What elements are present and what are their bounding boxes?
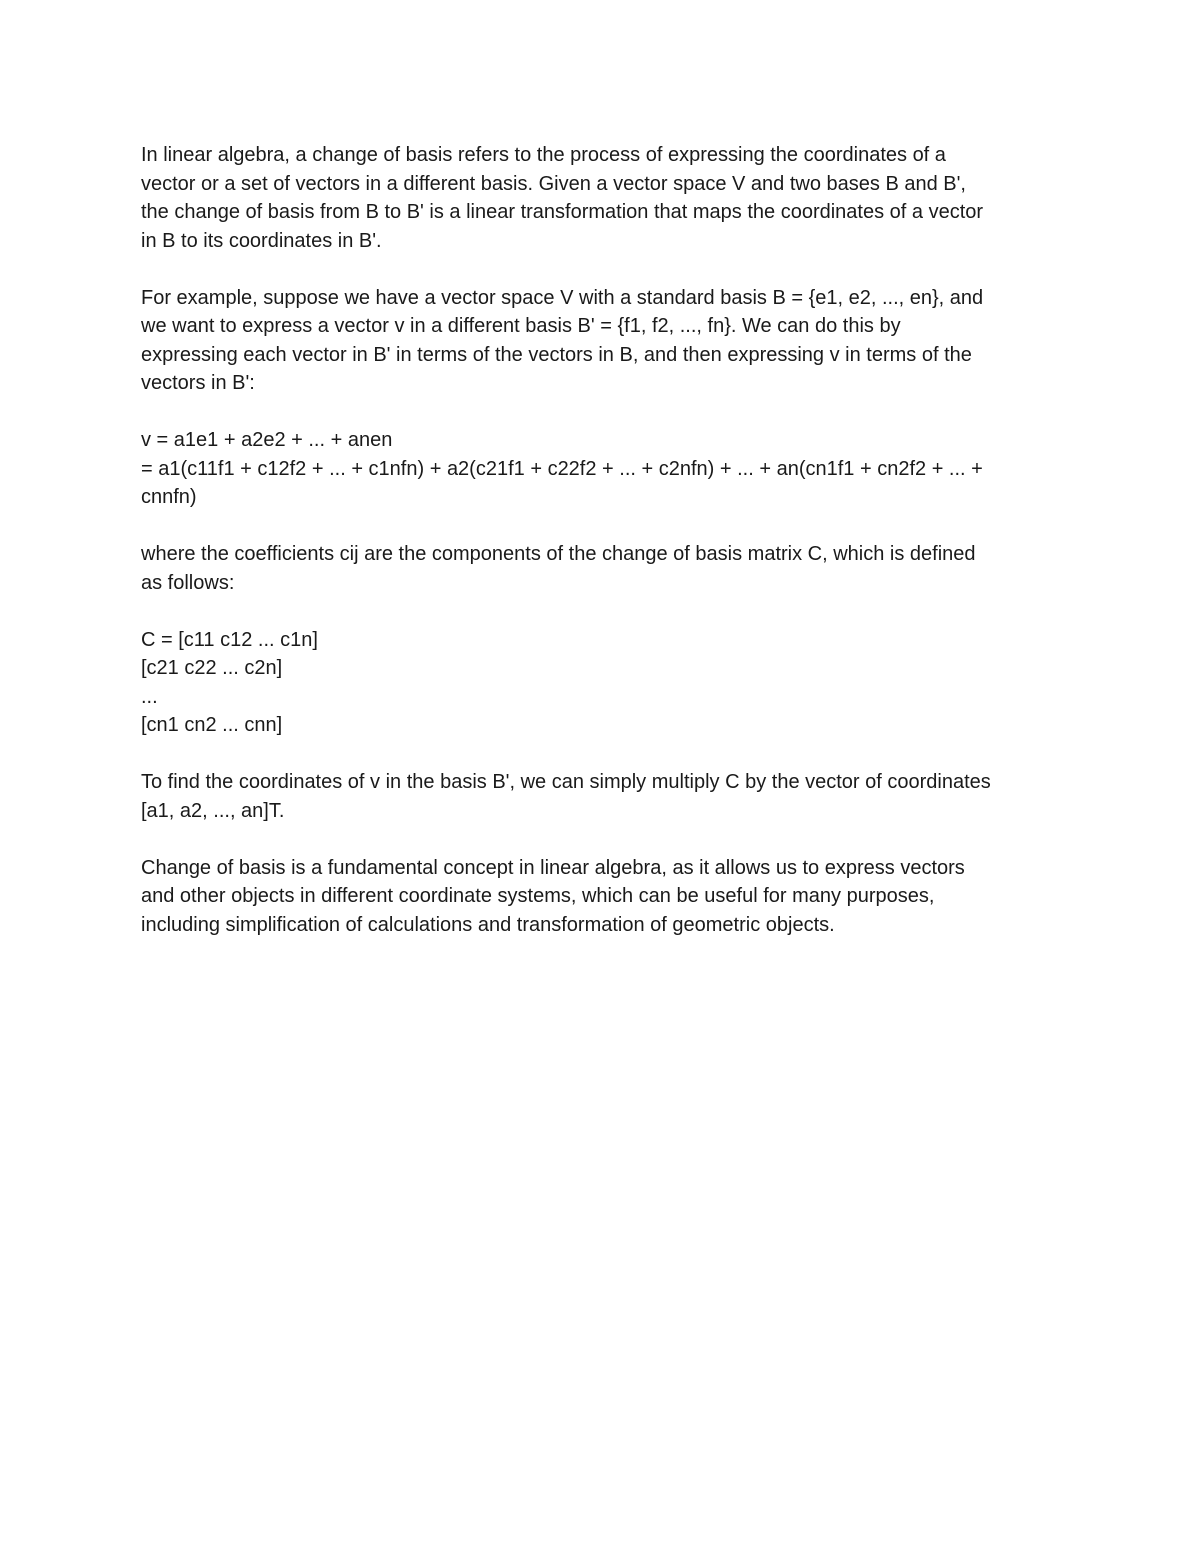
text-line: where the coefficients cij are the components of the change of basis matrix C, which is defined bbox=[141, 543, 976, 565]
text-line: [a1, a2, ..., an]T. bbox=[141, 799, 285, 822]
paragraph-find-coordinates bbox=[141, 768, 1071, 825]
text-line: Change of basis is a fundamental concept in linear algebra, as it allows us to express vectors bbox=[141, 856, 965, 879]
text-line: To find the coordinates of v in the basis B', we can simply multiply C by the vector of coordinates bbox=[141, 771, 991, 793]
paragraph-coefficients bbox=[141, 540, 1071, 597]
matrix-row: [c21 c22 ... c2n] bbox=[141, 657, 283, 679]
text-line: vector or a set of vectors in a different basis. Given a vector space V and two bases B and B', bbox=[141, 172, 966, 195]
text-line: we want to express a vector v in a different basis B' = {f1, f2, ..., fn}. We can do this by bbox=[141, 315, 901, 337]
text-line: including simplification of calculations and transformation of geometric objects. bbox=[141, 913, 835, 936]
paragraph-matrix bbox=[141, 626, 1071, 740]
equation-line: cnnfn) bbox=[141, 486, 197, 508]
text-line: expressing each vector in B' in terms of the vectors in B, and then expressing v in terms of the bbox=[141, 343, 972, 366]
text-line: in B to its coordinates in B'. bbox=[141, 229, 382, 252]
text-line: In linear algebra, a change of basis refers to the process of expressing the coordinates of a bbox=[141, 144, 946, 166]
equation-line: v = a1e1 + a2e2 + ... + anen bbox=[141, 429, 393, 451]
matrix-row: C = [c11 c12 ... c1n] bbox=[141, 628, 318, 651]
document-body bbox=[141, 141, 1071, 968]
paragraph-example bbox=[141, 284, 1071, 398]
matrix-row: [cn1 cn2 ... cnn] bbox=[141, 714, 283, 736]
text-line: vectors in B': bbox=[141, 372, 255, 394]
text-line: as follows: bbox=[141, 571, 235, 594]
paragraph-conclusion bbox=[141, 854, 1071, 940]
text-line: the change of basis from B to B' is a linear transformation that maps the coordinates of a vector bbox=[141, 201, 984, 223]
text-line: For example, suppose we have a vector space V with a standard basis B = {e1, e2, ..., en}, and bbox=[141, 286, 984, 309]
paragraph-equation bbox=[141, 426, 1071, 512]
text-line: and other objects in different coordinate systems, which can be useful for many purposes, bbox=[141, 885, 935, 907]
paragraph-intro bbox=[141, 141, 1071, 255]
matrix-row: ... bbox=[141, 685, 158, 708]
equation-line: = a1(c11f1 + c12f2 + ... + c1nfn) + a2(c21f1 + c22f2 + ... + c2nfn) + ... + an(cn1f1 + cn2f2 + ... + bbox=[141, 457, 983, 480]
